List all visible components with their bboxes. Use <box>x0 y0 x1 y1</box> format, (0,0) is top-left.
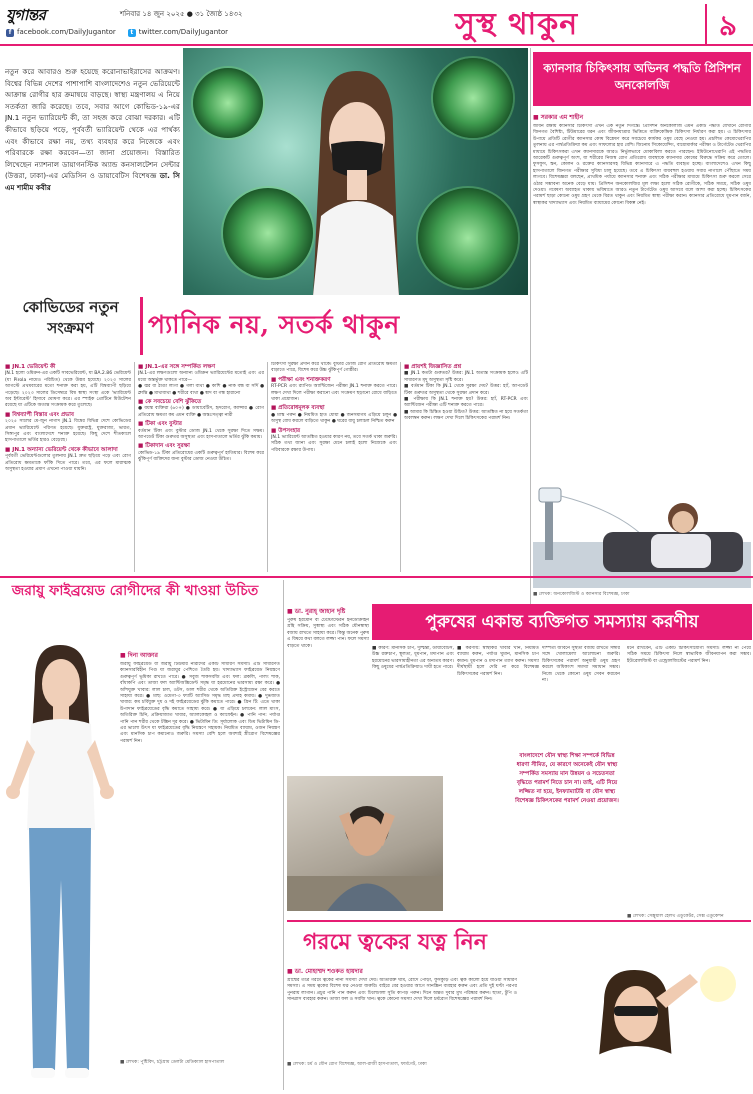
intro-author: ডা. সি এম শামীম কবীর <box>5 171 180 192</box>
subheading: ■ টিকা এবং বুস্টার <box>138 421 182 428</box>
woman-sunshade-photo <box>522 962 751 1090</box>
covid-intro: নতুন করে আবারও শুরু হয়েছে করোনাভাইরাসের আক্রমণ। বিশ্বের বিভিন্ন দেশের পাশাপাশি বাংলাদেশেও নতুন ভেরিয়েন্টে আক্রান্ত রোগীর হার ক্রমান্বয়ে বাড়ছে। স্বাস্থ্য মন্ত্রণালয় এ নিয়ে সতর্কতা জারি করেছে। তবে, সবার আগে কোভিড-১৯-এর JN.1 নতুন ভ্যারিয়েন্ট কী, তা সহজ করে বোঝা দরকার। এটি কীভাবে ছড়িয়ে পড়ে, পূর্ববর্তী ভ্যারিয়েন্ট থেকে এর পার্থক্য এবং কীভাবে রক্ষা নয়, তথ্য ব্যবহার করে নিজেকে এবং পরিবারকে রক্ষা করবেন—তা জানা প্রয়োজন। বিস্তারিত লিখেছেন ন্যাশনাল ডায়াগনস্টিক অ্যান্ড কনসালটেশন সেন্টার (উত্তরা, ঢাকা)-এর মেডিসিন ও ডায়াবেটিস বিশেষজ্ঞ ডা. সি এম শামীম কবীর <box>5 67 180 192</box>
paragraph: ● বয়স্ক ব্যক্তিরা (৬০+) ● ডায়াবেটিস, হৃদরোগ, ক্যান্সার ● রোগ প্রতিরোধ ক্ষমতা কম এমন ব্যক্তি ● অন্তঃসত্ত্বা নারী <box>138 406 264 418</box>
skin-care-caption: ■ লেখক: চর্ম ও যৌন রোগ বিশেষজ্ঞ, আল-রাজী হাসপাতাল, ফার্মগেট, ঢাকা <box>287 1062 427 1067</box>
covid-hero-image <box>183 48 528 295</box>
twitter-icon: t <box>128 29 136 37</box>
covid-column-2 <box>138 362 264 572</box>
paragraph: ● মাস্ক পরুন ● নিয়মিত হাত ধোয়া ● জনসমাগম এড়িয়ে চলুন ● অসুস্থ বোধ করলে বাড়িতে থাকুন ● ঘরের বায়ু চলাচল নিশ্চিত করুন <box>271 412 397 425</box>
paragraph: ■ বর্তমান টিকা কি JN.1 থেকে সুরক্ষা দেয়? উত্তর: হ্যাঁ, আপডেট টিকা গুরুতর অসুস্থতা থেকে সুরক্ষা প্রদান করে। <box>404 384 528 396</box>
subheading: ■ প্রতিরোধমূলক ব্যবস্থা <box>271 405 325 412</box>
header-divider <box>0 44 753 46</box>
paragraph: JN.1-এর লক্ষণগুলো অন্যান্য ওমিক্রন ভ্যারিয়েন্টের মতোই এবং এর মধ্যে অন্তর্ভুক্ত থাকতে পারে— <box>138 371 264 383</box>
masthead: যুগান্তর <box>6 6 46 24</box>
subheading: ■ উপসংহার <box>271 427 301 434</box>
men-health-col-3: ■ করণীয়: স্বাস্থ্যকর খাবার খান, নিয়মিত ব্যায়াম করুন, পর্যাপ্ত ঘুমান, মানসিক চাপ কমান। ধূমপান ও মদ্যপান ত্যাগ করুন। সমস্যা দীর্ঘস্থায়ী হলে দেরি না করে বিশেষজ্ঞ চিকিৎসকের পরামর্শ নিন। <box>457 646 539 677</box>
paragraph: ● জ্বর বা ঠাণ্ডা লাগা ● গলা ব্যথা ● কাশি ● নাক বন্ধ বা সর্দি ● ক্লান্তি ● মাথাব্যথা ● শরীরে ব্যথা ● স্বাদ বা গন্ধ হারানো <box>138 384 264 396</box>
men-health-col-4: দাম্পত্য জীবনে সুস্থতা বজায় রাখতে সঙ্গীর সঙ্গে খোলামেলা আলোচনা জরুরি। চিকিৎসকের পরামর্শ অনুযায়ী ওষুধ গ্রহণ করলে অধিকাংশ সমস্যা সমাধান সম্ভব। নিজে থেকে কোনো ওষুধ সেবন করবেন না। <box>542 646 620 684</box>
woman-shielding-sun-illustration <box>522 962 751 1090</box>
men-health-title: পুরুষের একান্ত ব্যক্তিগত সমস্যায় করণীয় <box>372 604 752 640</box>
skin-care-author: ■ ডা. মোহাম্মদ শওকত হায়দার <box>287 968 363 975</box>
dateline: শনিবার ১৪ জুন ২০২৫ ● ৩১ জ্যৈষ্ঠ ১৪৩২ <box>120 10 243 18</box>
cancer-treatment-photo <box>533 482 751 588</box>
men-health-col-5: মনে রাখবেন, এটি একটি চিকিৎসাযোগ্য সমস্যা। লজ্জা না পেয়ে সঠিক সময়ে চিকিৎসা নিলে স্বাভাবিক জীবনযাপন করা সম্ভব। ইউরোলজিস্ট বা এন্ড্রোলজিস্টের পরামর্শ নিন। <box>627 646 751 664</box>
column-divider <box>134 362 135 572</box>
facebook-icon: f <box>6 29 14 37</box>
facebook-link[interactable]: f facebook.com/DailyJugantor <box>6 28 116 37</box>
covid-column-1 <box>5 362 131 572</box>
subheading: ■ JN.1 অন্যান্য ভেরিয়েন্ট থেকে কীভাবে আলাদা <box>5 446 118 453</box>
paragraph: পূর্ববর্তী ভেরিয়েন্টগুলোর তুলনায় JN.1 দ্রুত ছড়িয়ে পড়ে এবং রোগ প্রতিরোধ ক্ষমতাকে ফাঁকি দিতে পারে। তবে, এর ফলে মারাত্মক অসুস্থতা হওয়ার প্রমাণ এখনো পাওয়া যায়নি। <box>5 454 131 473</box>
paragraph: ২০২৫ সালের মে-জুন নাগাদ JN.1 বিশ্বের বিভিন্ন দেশে কোভিডের প্রধান ভ্যারিয়েন্টে পরিণত হয়েছে। যুক্তরাষ্ট্র, যুক্তরাজ্য, ভারত, সিঙ্গাপুর এবং বাংলাদেশে শনাক্ত হয়েছে। কিছু দেশে শীতকালে হাসপাতালে ভর্তির হারও বেড়েছে। <box>5 419 131 444</box>
paragraph: বর্তমান টিকা এবং বুস্টার ডোজ JN.1 থেকে সুরক্ষা দিতে সক্ষম। আপডেট টিকা গুরুতর অসুস্থতা এবং হাসপাতালে ভর্তির ঝুঁকি কমায়। <box>138 428 264 441</box>
page-number: ৯ <box>705 4 749 44</box>
subheading: ■ JN.1 ভেরিয়েন্ট কী <box>5 364 56 370</box>
subheading: ■ কে সবচেয়ে বেশি ঝুঁকিতে <box>138 399 202 406</box>
paragraph: JN.1 হলো ওমিক্রন-এর একটি সাবভেরিয়েন্ট, যা BA.2.86 ভেরিয়েন্ট (যা Pirola নামেও পরিচিত) থেকে উদ্ভব হয়েছে। ২০২৩ সালের আগস্টে প্রথমবারের মতো শনাক্ত করা হয়, এটি বিশ্বব্যাপী ছড়িয়ে পড়েছে। ২০২৩ সালের ডিসেম্বরে বিশ্ব স্বাস্থ্য সংস্থা একে 'ভ্যারিয়েন্ট অব ইন্টারেস্ট' হিসাবে ঘোষণা করে। এর স্পাইক প্রোটিনে মিউটেশন রয়েছে যা এটিকে অত্যন্ত সংক্রামক করে তুলেছে। <box>5 371 131 409</box>
section-title: সুস্থ থাকুন <box>455 7 579 42</box>
virus-icon <box>193 68 263 138</box>
fibroid-body: জরায়ু ফাইব্রয়েড বা জরায়ু টিউমার নারীদের একটি সাধারণ সমস্যা। এটি সাধারণত ক্যানসারবিহীন পিণ্ড যা জরায়ুর পেশিতে তৈরি হয়। খাদ্যাভ্যাস ফাইব্রয়েড নিয়ন্ত্রণে গুরুত্বপূর্ণ ভূমিকা রাখতে পারে। ● সবুজ শাকসবজি এবং ফল: ব্রকলি, পালং শাক, বাঁধাকপি এবং তাজা ফল অ্যান্টিঅক্সিডেন্ট সমৃদ্ধ যা হরমোনের ভারসাম্য রক্ষা করে। ● আঁশযুক্ত খাবার: লাল চাল, ওটস, ডাল শরীর থেকে অতিরিক্ত ইস্ট্রোজেন বের করতে সাহায্য করে। ● মাছ: ওমেগা-৩ ফ্যাটি অ্যাসিড সমৃদ্ধ মাছ প্রদাহ কমায়। ● দুগ্ধজাত খাবার: কম চর্বিযুক্ত দুধ ও দই ফাইব্রয়েডের ঝুঁকি কমাতে পারে। ● গ্রিন টি: এতে থাকা উপাদান ফাইব্রয়েডের বৃদ্ধি কমাতে সাহায্য করে। ● যা এড়িয়ে চলবেন: লাল মাংস, অতিরিক্ত চিনি, প্রক্রিয়াজাত খাবার, অ্যালকোহল ও ক্যাফেইন। ● পানি পান: পর্যাপ্ত পানি পান শরীর থেকে টক্সিন দূর করে। ● ভিটামিন ডি: সূর্যালোক এবং ডিম ভিটামিন ডি-এর ভালো উৎস যা ফাইব্রয়েডের বৃদ্ধি নিয়ন্ত্রণে সহায়ক। নিয়মিত ব্যায়াম, ওজন নিয়ন্ত্রণ এবং মানসিক চাপ কমানোও জরুরি। সমস্যা বেশি হলে অবশ্যই স্ত্রীরোগ বিশেষজ্ঞের পরামর্শ নিন। <box>120 662 280 744</box>
paragraph: RT-PCR এবং র‌্যাপিড অ্যান্টিজেন পরীক্ষা JN.1 শনাক্ত করতে পারে। লক্ষণ দেখা দিলে পরীক্ষা করানো এবং সংক্রমণ ছড়ানো রোধে বাড়িতে থাকা প্রয়োজন। <box>271 384 397 403</box>
subheading: ■ বিশ্বব্যাপী বিস্তার এবং প্রভাব <box>5 411 75 418</box>
cancer-author: ■ সরকার এম শাহীন <box>533 114 584 121</box>
subheading: ■ টিকাদান এবং সুরক্ষা <box>138 443 190 450</box>
worried-man-photo <box>287 776 443 911</box>
men-health-caption: ■ লেখক: সেক্সুয়াল হেলথ এডুকেটর, সেক্স এডুকেশন <box>627 914 724 919</box>
column-divider <box>283 580 284 1090</box>
masked-woman-illustration <box>301 66 411 295</box>
men-health-col-1: পুরুষ হরমোন বা টেস্টোস্টেরন ইনডোক্রাইন গ্রন্থি সক্রিয়, সুস্বাস্থ্য এবং সঠিক যৌনস্বাস্থ্য বজায় রাখতে সাহায্য করে। কিন্তু অনেক পুরুষ এ বিষয়ে কথা বলতে লজ্জা পান। ফলে সমস্যা বাড়তে থাকে। <box>287 618 369 649</box>
cancer-title: ক্যানসার চিকিৎসায় অভিনব পদ্ধতি প্রিসিশন অনকোলজি <box>533 52 751 106</box>
men-health-callout: বাংলাদেশে যৌন স্বাস্থ্য শিক্ষা সম্পর্কে বিভিন্ন ধারণা সীমিত, যে কারণে অনেকেই যৌন স্বাস্থ্য সম্পর্কিত সমস্যায় মান উন্নয়ন ও সচেতনতা বৃদ্ধিতে পরামর্শ নিতে চান না। তাই, এটি নিয়ে লজ্জিত না হয়ে, ইনফ্যাম্যাটরি বা যৌন স্বাস্থ্য বিশেষজ্ঞ চিকিৎসকের পরামর্শ নেওয়া প্রয়োজন। <box>515 753 619 804</box>
paragraph: ■ JN.1 কতটা গুরুতর? উত্তর: JN.1 অত্যন্ত সংক্রামক হলেও এটি সাধারণত মৃদু অসুস্থতা সৃষ্টি করে। <box>404 371 528 383</box>
paragraph: JN.1 ভ্যারিয়েন্ট আতঙ্কিত হওয়ার কারণ নয়, তবে সতর্ক থাকা জরুরি। সঠিক তথ্য জানা এবং সুরক্ষা মেনে চলাই হলো নিজেকে এবং পরিবারকে রক্ষার উপায়। <box>271 435 397 453</box>
men-health-col-2: ■ কারণ: মানসিক চাপ, দুশ্চিন্তা, ডায়াবেটিস, উচ্চ রক্তচাপ, স্থূলতা, ধূমপান, মদ্যপান এবং হরমোনের ভারসাম্যহীনতা এর অন্যতম কারণ। কিছু ওষুধের পার্শ্বপ্রতিক্রিয়াও দায়ী হতে পারে। <box>372 646 454 671</box>
virus-icon <box>433 58 513 138</box>
patient-infusion-illustration <box>533 482 751 588</box>
fibroid-caption: ■ লেখক: পুষ্টিবিদ, চট্টগ্রাম ডেলটা মেডিক্যাল হাসপাতাল <box>120 1060 225 1065</box>
section-divider <box>0 576 753 578</box>
covid-headline: প্যানিক নয়, সতর্ক থাকুন <box>148 310 400 339</box>
subheading: ■ প্রায়শই জিজ্ঞাসিত প্রশ্ন <box>404 364 462 370</box>
men-health-col-6 <box>446 776 508 910</box>
subheading: ■ পরীক্ষা এবং শনাক্তকরণ <box>271 376 331 383</box>
column-divider <box>400 362 401 572</box>
column-divider <box>530 48 531 604</box>
man-head-in-hands-illustration <box>287 776 443 911</box>
paragraph: ■ পরীক্ষায় কি JN.1 শনাক্ত হয়? উত্তর: হ্যাঁ, RT-PCR এবং অ্যান্টিজেন পরীক্ষা এটি শনাক্ত করতে পারে। <box>404 397 528 409</box>
skin-care-title: গরমে ত্বকের যত্ন নিন <box>287 920 751 960</box>
paragraph: কোভিড-১৯ টিকা প্রতিরোধের একটি গুরুত্বপূর্ণ হাতিয়ার। বিশেষ করে ঝুঁকিপূর্ণ ব্যক্তিদের জন্য বুস্টার ডোজ নেওয়া উচিত। <box>138 450 264 463</box>
virus-icon <box>223 188 313 278</box>
social-links <box>6 26 366 38</box>
virus-icon <box>418 188 518 288</box>
cancer-caption: ■ লেখক: অনকোলজিস্ট ও ক্যানসার বিশেষজ্ঞ, ঢাকা <box>533 592 630 597</box>
paragraph: ■ আমার কি চিন্তিত হওয়া উচিত? উত্তর: আতঙ্কিত না হয়ে সতর্কতা অবলম্বন করুন। লক্ষণ দেখা দিলে চিকিৎসকের পরামর্শ নিন। <box>404 409 528 422</box>
paragraph: চিকিৎসা সুরক্ষা প্রদান করে থাকে। বুস্টার ডোজ রোগ প্রতিরোধ ক্ষমতা বাড়াতে পারে, বিশেষ করে উচ্চ ঝুঁকিপূর্ণ গোষ্ঠীর। <box>271 362 397 374</box>
covid-kicker: কোভিডের নতুন সংক্রমণ <box>5 297 143 355</box>
covid-column-4 <box>404 362 528 572</box>
smiling-woman-thumbs-up-photo <box>5 640 115 1085</box>
covid-column-3 <box>271 362 397 572</box>
twitter-link[interactable]: t twitter.com/DailyJugantor <box>128 28 228 37</box>
fibroid-author: ■ দিনা আক্তার <box>120 652 158 659</box>
cancer-body: জীবন রক্ষায় ক্যানসার চিকিৎসা এখন এক নতুন দিগন্তে। প্রিসিশন অনকোলজি এমন একটি পদ্ধতি যেখানে রোগীর জিনগত বৈশিষ্ট্য, টিউমারের ধরন এবং জীবনযাত্রার ভিত্তিতে ব্যক্তিকেন্দ্রিক চিকিৎসা নির্ধারণ করা হয়। এ চিকিৎসার উপায়ে প্রতিটি রোগীর ক্যানসার কোষ বিশ্লেষণ করে সবচেয়ে কার্যকর ওষুধ বেছে নেওয়া হয়। প্রচলিত কেমোথেরাপির তুলনায় এর পার্শ্বপ্রতিক্রিয়া কম এবং সাফল্যের হার বেশি। জিনোম সিকোয়েন্সিং, বায়োমার্কার পরীক্ষা ও টার্গেটেড থেরাপির মাধ্যমে চিকিৎসকরা এখন ক্যানসারকে আরও নির্ভুলভাবে মোকাবিলা করতে পারছেন। ইমিউনোথেরাপি এই পদ্ধতির আরেকটি গুরুত্বপূর্ণ অংশ, যা শরীরের নিজস্ব রোগ প্রতিরোধ ব্যবস্থাকে ক্যানসার কোষের বিরুদ্ধে সক্রিয় করে তোলে। ফুসফুস, স্তন, কোলন ও রক্তের ক্যানসারসহ বিভিন্ন ক্যানসারে এ পদ্ধতি ব্যবহৃত হচ্ছে। বাংলাদেশেও এখন কিছু হাসপাতালে জিনগত পরীক্ষার সুবিধা চালু হয়েছে। তবে এ চিকিৎসা ব্যয়বহুল হওয়ায় সবার নাগালে পৌঁছাতে সময় লাগবে। বিশেষজ্ঞরা বলছেন, প্রাথমিক পর্যায়ে ক্যানসার শনাক্ত এবং সঠিক পরীক্ষার মাধ্যমে চিকিৎসা শুরু করলে সেরে ওঠার সম্ভাবনা অনেক বেড়ে যায়। প্রিসিশন অনকোলজির মূল লক্ষ্য হলো সঠিক রোগীকে, সঠিক সময়ে, সঠিক ওষুধ দেওয়া। গবেষণা অব্যাহত থাকায় ভবিষ্যতে আরও নতুন টার্গেটেড ওষুধ আসবে বলে আশা করা হচ্ছে। চিকিৎসকের পরামর্শ ছাড়া কোনো ওষুধ গ্রহণ থেকে বিরত থাকুন এবং নিয়মিত স্বাস্থ্য পরীক্ষা করান। ক্যানসার প্রতিরোধে ধূমপান বর্জন, স্বাস্থ্যকর খাদ্যাভ্যাস এবং নিয়মিত ব্যায়ামের কোনো বিকল্প নেই। <box>533 124 751 206</box>
column-divider <box>267 362 268 572</box>
subheading: ■ JN.1-এর সঙ্গে সম্পর্কিত লক্ষণ <box>138 364 216 370</box>
men-health-author: ■ ডা. নুরাহ্‌ জাহান দৃষ্টি <box>287 608 346 615</box>
fibroid-title: জরায়ু ফাইব্রয়েড রোগীদের কী খাওয়া উচিত <box>11 583 259 599</box>
skin-care-body: গ্রীষ্মের তীব্র গরমে ত্বকের নানা সমস্যা দেখা দেয়। অতিরিক্ত ঘাম, রোদে পোড়া, ফুসকুড়ি এবং ত্বক কালো হয়ে যাওয়া সাধারণ সমস্যা। এ সময় ত্বকের বিশেষ যত্ন নেওয়া জরুরি। বাইরে বের হওয়ার আগে সানস্ক্রিন ব্যবহার করুন এবং প্রতি দুই ঘণ্টা পরপর পুনরায় লাগান। প্রচুর পানি পান করুন এবং ঢিলেঢালা সুতি কাপড় পরুন। দিনে অন্তত দুবার মুখ পরিষ্কার করুন। ছাতা, টুপি ও সানগ্লাস ব্যবহার করুন। তাজা ফল ও সবজি খান। ত্বকে কোনো সমস্যা দেখা দিলে চর্মরোগ বিশেষজ্ঞের পরামর্শ নিন। <box>287 978 517 1003</box>
